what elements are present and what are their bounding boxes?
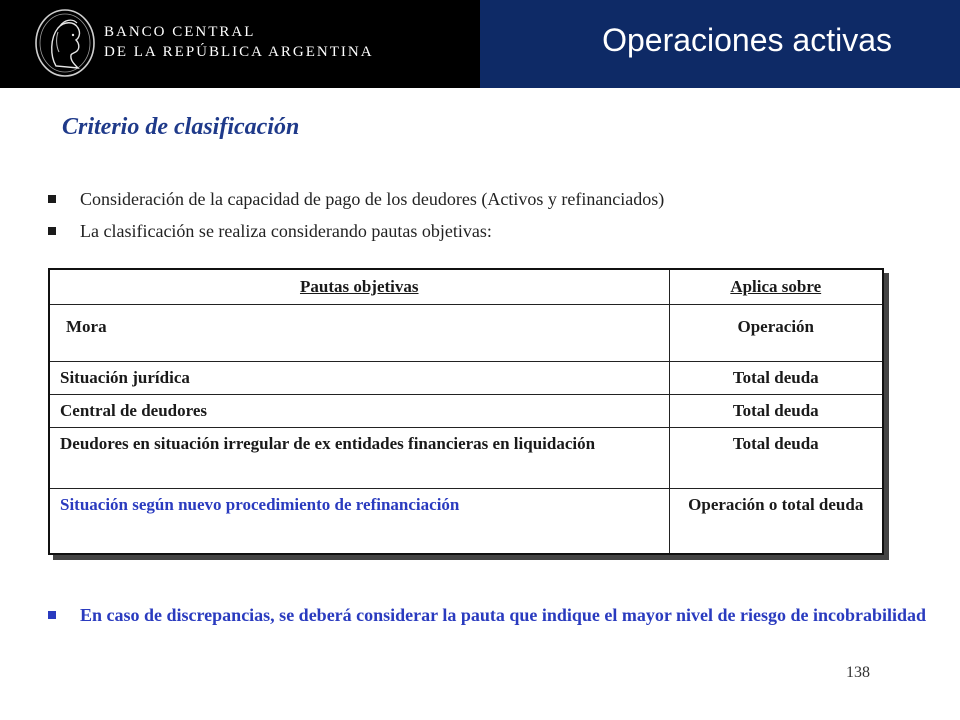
cell-pauta: Deudores en situación irregular de ex entidades financieras en liquidación <box>49 428 669 489</box>
criteria-table <box>48 268 884 555</box>
square-bullet-icon <box>48 227 56 235</box>
bullet-item <box>48 188 908 210</box>
header-logo-area <box>0 0 480 88</box>
table-header-row <box>49 269 883 305</box>
page-number: 138 <box>846 664 870 681</box>
cell-pauta: Situación jurídica <box>49 362 669 395</box>
square-bullet-icon <box>48 611 56 619</box>
final-note-text: En caso de discrepancias, se deberá considerar la pauta que indique el mayor nivel de riesgo de incobrabilidad <box>80 605 927 625</box>
slide-title: Operaciones activas <box>602 22 892 58</box>
cell-aplica: Operación o total deuda <box>669 489 883 555</box>
header-pautas: Pautas objetivas <box>49 269 669 305</box>
cell-aplica: Total deuda <box>669 362 883 395</box>
header-aplica: Aplica sobre <box>669 269 883 305</box>
table-row <box>49 395 883 428</box>
header-title-area <box>480 0 960 88</box>
cell-aplica: Operación <box>669 305 883 362</box>
bank-name-line1: BANCO CENTRAL <box>104 24 256 40</box>
square-bullet-icon <box>48 195 56 203</box>
bullet-text: La clasificación se realiza considerando pautas objetivas: <box>80 221 492 241</box>
cell-pauta: Mora <box>49 305 669 362</box>
slide-header <box>0 0 960 88</box>
cell-aplica: Total deuda <box>669 428 883 489</box>
table-row <box>49 305 883 362</box>
table-row <box>49 428 883 489</box>
bullet-item <box>48 220 908 242</box>
cell-pauta: Central de deudores <box>49 395 669 428</box>
bullet-list <box>48 188 908 252</box>
final-note <box>48 604 928 626</box>
bank-name-line2: DE LA REPÚBLICA ARGENTINA <box>104 44 374 60</box>
bullet-text: Consideración de la capacidad de pago de los deudores (Activos y refinanciados) <box>80 189 665 209</box>
cell-pauta: Situación según nuevo procedimiento de refinanciación <box>49 489 669 555</box>
section-title: Criterio de clasificación <box>62 114 300 140</box>
table-row <box>49 489 883 555</box>
bcra-seal-icon <box>34 8 96 78</box>
table-row <box>49 362 883 395</box>
cell-aplica: Total deuda <box>669 395 883 428</box>
